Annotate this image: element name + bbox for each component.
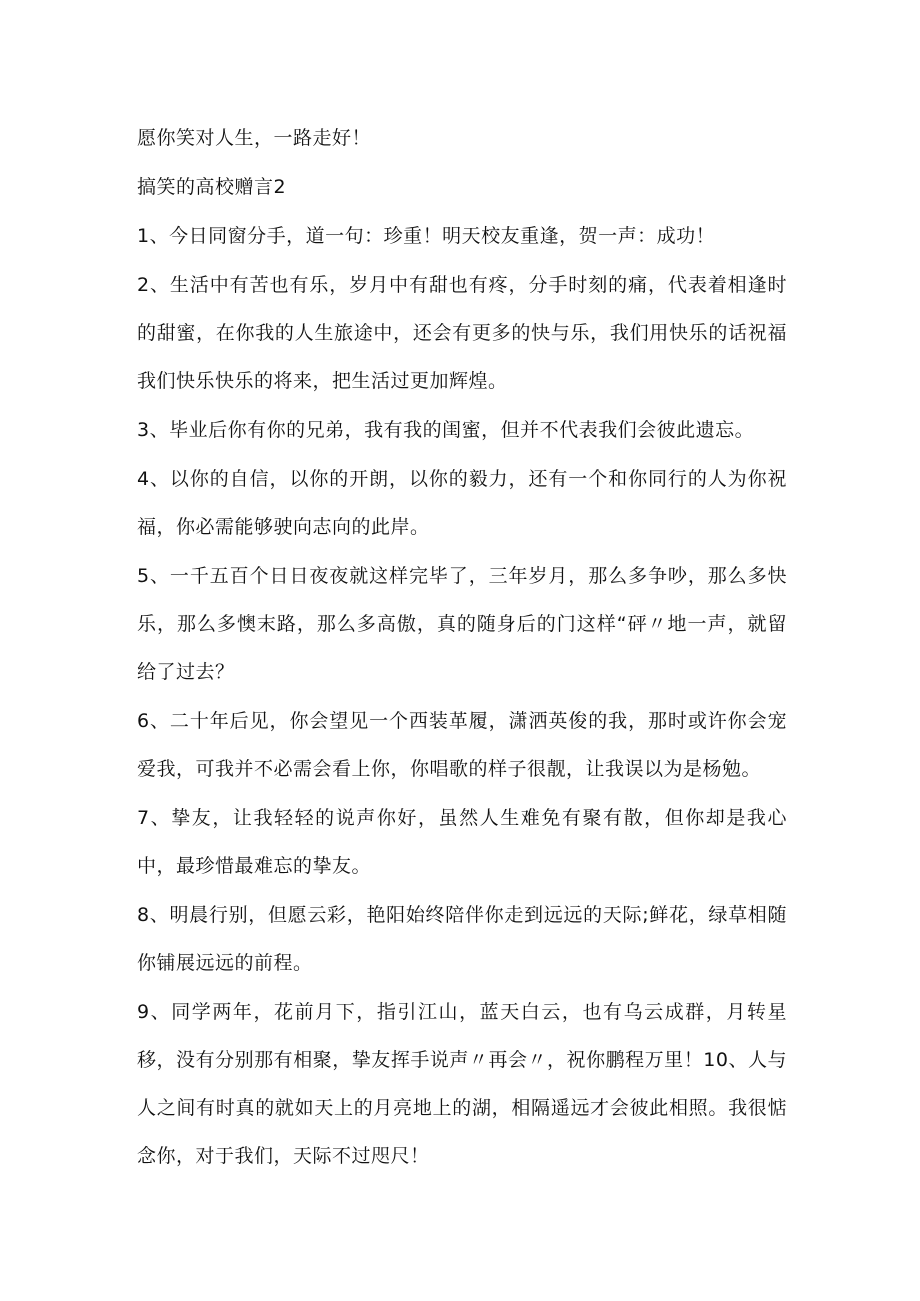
- list-item: 4、以你的自信，以你的开朗，以你的毅力，还有一个和你同行的人为你祝福，你必需能够驶向志向的此岸。: [137, 468, 787, 538]
- list-item: 8、明晨行别，但愿云彩，艳阳始终陪伴你走到远远的天际;鲜花，绿草相随你铺展远远的前程。: [137, 904, 787, 974]
- list-item: 1、今日同窗分手，道一句：珍重！明天校友重逢，贺一声：成功！: [137, 225, 716, 247]
- section-heading: 搞笑的高校赠言2: [137, 176, 287, 198]
- closing-line: 愿你笑对人生，一路走好！: [137, 127, 372, 149]
- list-item: 2、生活中有苦也有乐，岁月中有甜也有疼，分手时刻的痛，代表着相逢时的甜蜜，在你我的人生旅途中，还会有更多的快与乐，我们用快乐的话祝福我们快乐快乐的将来，把生活过更加辉煌。: [137, 274, 787, 392]
- document-body: [137, 114, 787, 1180]
- list-item: 6、二十年后见，你会望见一个西装革履，潇洒英俊的我，那时或许你会宠爱我，可我并不必需会看上你，你唱歌的样子很靓，让我误以为是杨勉。: [137, 710, 787, 780]
- list-item: 5、一千五百个日日夜夜就这样完毕了，三年岁月，那么多争吵，那么多快乐，那么多懊末路，那么多高傲，真的随身后的门这样“砰〃地一声，就留给了过去？: [137, 565, 787, 683]
- list-item: 3、毕业后你有你的兄弟，我有我的闺蜜，但并不代表我们会彼此遗忘。: [137, 419, 755, 441]
- list-item: 7、挚友，让我轻轻的说声你好，虽然人生难免有聚有散，但你却是我心中，最珍惜最难忘的挚友。: [137, 807, 787, 877]
- list-item: 9、同学两年，花前月下，指引江山，蓝天白云，也有乌云成群，月转星移，没有分别那有相聚，挚友挥手说声〃再会〃，祝你鹏程万里！10、人与人之间有时真的就如天上的月亮地上的湖，相隔遥远才会彼此相照。我很惦念你，对于我们，天际不过咫尺！: [137, 1001, 787, 1167]
